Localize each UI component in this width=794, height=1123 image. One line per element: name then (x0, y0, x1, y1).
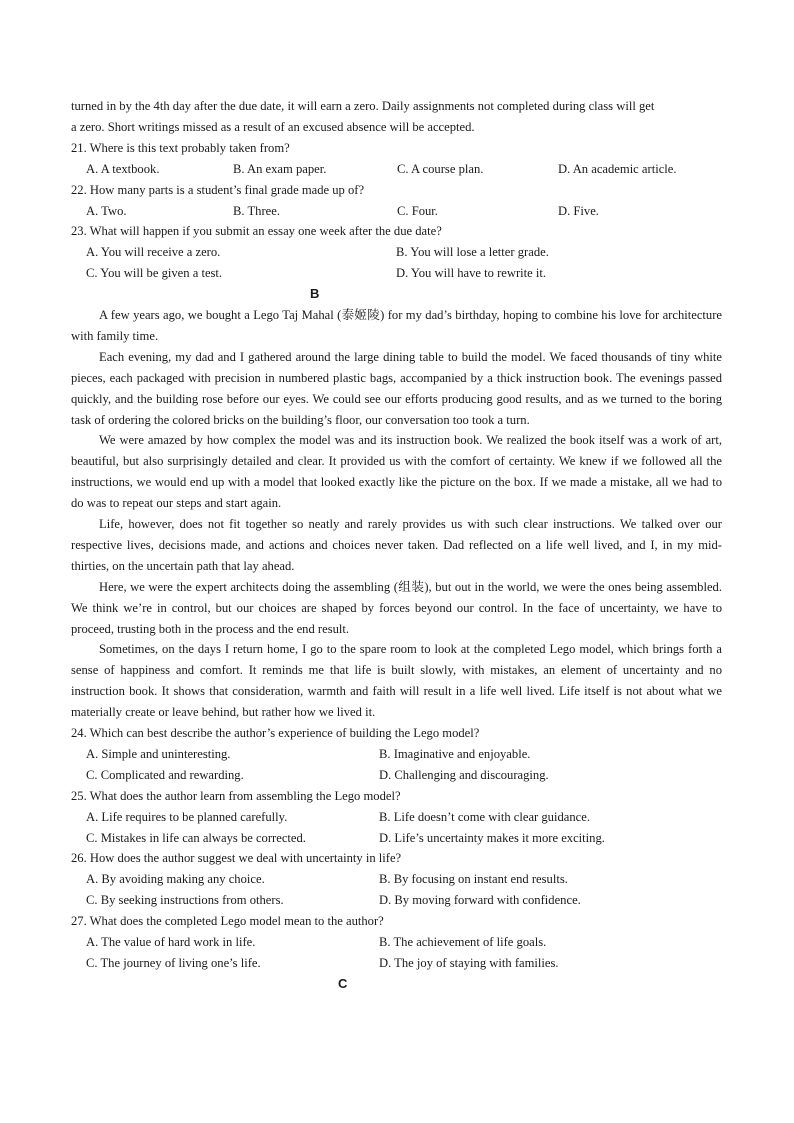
question-23-stem: 23. What will happen if you submit an essay one week after the due date? (71, 224, 442, 239)
option-21-d: D. An academic article. (558, 161, 677, 176)
question-26-options-row2 (71, 890, 722, 911)
option-25-c: C. Mistakes in life can always be corrected. (86, 830, 306, 845)
question-25-stem: 25. What does the author learn from assembling the Lego model? (71, 788, 401, 803)
option-26-d: D. By moving forward with confidence. (379, 893, 581, 908)
option-24-d: D. Challenging and discouraging. (379, 767, 549, 782)
option-24-b: B. Imaginative and enjoyable. (379, 747, 531, 762)
option-22-d: D. Five. (558, 203, 599, 218)
question-24-stem: 24. Which can best describe the author’s experience of building the Lego model? (71, 726, 480, 741)
section-c-label: C (338, 975, 348, 991)
question-24-options-row2 (71, 765, 722, 786)
question-26-stem: 26. How does the author suggest we deal with uncertainty in life? (71, 851, 402, 866)
passage-b-paragraph-1: A few years ago, we bought a Lego Taj Mahal (泰姬陵) for my dad’s birthday, hoping to combine his love for architecture with family time. (71, 307, 722, 343)
option-22-c: C. Four. (397, 203, 438, 218)
option-24-a: A. Simple and uninteresting. (86, 747, 231, 762)
option-25-b: B. Life doesn’t come with clear guidance. (379, 809, 590, 824)
section-b-label: B (310, 286, 320, 302)
option-23-a: A. You will receive a zero. (86, 245, 221, 260)
section-c-heading (71, 974, 722, 995)
passage-b-paragraph-2: Each evening, my dad and I gathered around the large dining table to build the model. We faced thousands of tiny white pieces, each packaged with precision in numbered plastic bags, accompanied by a thick instruction book. The evenings passed quickly, and the building rose before our eyes. We could see our efforts producing good results, and as we turned to the boring task of ordering the colored bricks on the building’s floor, our conversation too took a turn. (71, 349, 722, 427)
question-26-options-row1 (71, 869, 722, 890)
question-27-options-row1 (71, 932, 722, 953)
question-22-stem: 22. How many parts is a student’s final grade made up of? (71, 182, 365, 197)
question-25-options-row1 (71, 807, 722, 828)
option-27-a: A. The value of hard work in life. (86, 935, 256, 950)
question-21-options (71, 159, 722, 180)
question-22-options (71, 201, 722, 222)
option-25-d: D. Life’s uncertainty makes it more exciting. (379, 830, 605, 845)
option-21-a: A. A textbook. (86, 161, 160, 176)
passage-b-paragraph-4: Life, however, does not fit together so neatly and rarely provides us with such clear instructions. We talked over our respective lives, decisions made, and actions and choices never taken. Dad reflected on a life well lived, and I, in my mid-thirties, on the uncertain path that lay ahead. (71, 517, 722, 573)
option-21-b: B. An exam paper. (233, 161, 327, 176)
question-23-options-row2 (71, 263, 722, 284)
section-b-heading (71, 284, 722, 305)
question-27-options-row2 (71, 953, 722, 974)
passage-b-paragraph-3: We were amazed by how complex the model was and its instruction book. We realized the book itself was a work of art, beautiful, but also surprisingly detailed and clear. It provided us with the comfort of certainty. We knew if we followed all the instructions, we would end up with a model that looked exactly like the picture on the box. If we made a mistake, all we had to do was to repeat our steps and start again. (71, 433, 722, 511)
question-21-stem: 21. Where is this text probably taken from? (71, 140, 290, 155)
option-26-b: B. By focusing on instant end results. (379, 872, 568, 887)
option-23-d: D. You will have to rewrite it. (396, 266, 547, 281)
option-26-c: C. By seeking instructions from others. (86, 893, 284, 908)
option-21-c: C. A course plan. (397, 161, 484, 176)
question-25-options-row2 (71, 828, 722, 849)
intro-line-2: a zero. Short writings missed as a result of an excused absence will be accepted. (71, 119, 475, 134)
question-27-stem: 27. What does the completed Lego model mean to the author? (71, 914, 384, 929)
option-24-c: C. Complicated and rewarding. (86, 767, 244, 782)
question-23-options-row1 (71, 242, 722, 263)
option-27-b: B. The achievement of life goals. (379, 935, 547, 950)
option-22-b: B. Three. (233, 203, 280, 218)
option-23-b: B. You will lose a letter grade. (396, 245, 549, 260)
intro-line-1: turned in by the 4th day after the due date, it will earn a zero. Daily assignments not completed during class will get (71, 99, 655, 113)
exam-page (71, 96, 722, 995)
option-27-c: C. The journey of living one’s life. (86, 955, 261, 970)
option-22-a: A. Two. (86, 203, 127, 218)
passage-b-paragraph-5: Here, we were the expert architects doing the assembling (组装), but out in the world, we were the ones being assembled. We think we’re in control, but our choices are shaped by forces beyond our control. In the face of uncertainty, we have to proceed, trusting both in the process and the end result. (71, 579, 722, 636)
question-24-options-row1 (71, 744, 722, 765)
option-23-c: C. You will be given a test. (86, 266, 223, 281)
passage-b-paragraph-6: Sometimes, on the days I return home, I go to the spare room to look at the completed Lego model, which brings forth a sense of happiness and comfort. It reminds me that life is built slowly, with mistakes, an element of uncertainty and no instruction book. It shows that consideration, warmth and faith will result in a life well lived. Life itself is not about what we materially create or leave behind, but rather how we lived it. (71, 642, 722, 720)
option-26-a: A. By avoiding making any choice. (86, 872, 265, 887)
option-25-a: A. Life requires to be planned carefully. (86, 809, 288, 824)
option-27-d: D. The joy of staying with families. (379, 955, 559, 970)
